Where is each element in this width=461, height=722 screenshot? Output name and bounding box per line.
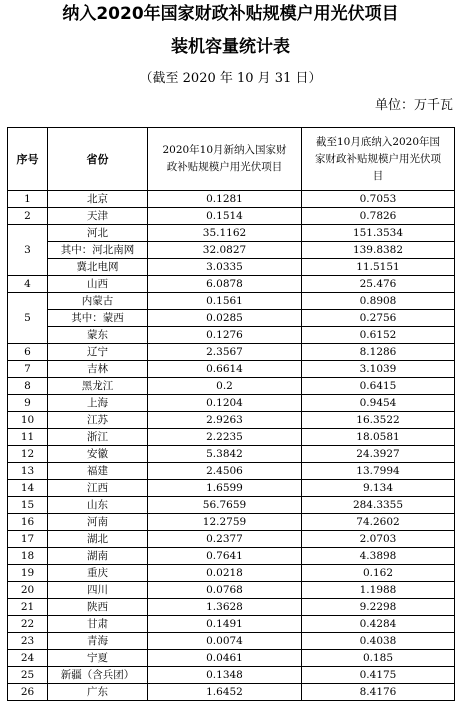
cell-cumulative: 8.4176 [302,684,455,701]
cell-new-oct: 56.7659 [148,497,302,514]
cell-province: 安徽 [48,446,148,463]
cell-province: 冀北电网 [48,259,148,276]
cell-no: 24 [8,650,48,667]
cell-new-oct: 1.6599 [148,480,302,497]
cell-province: 山西 [48,276,148,293]
cell-province: 浙江 [48,429,148,446]
cell-cumulative: 3.1039 [302,361,455,378]
cell-province: 蒙东 [48,327,148,344]
cell-no: 20 [8,582,48,599]
table-row [8,446,455,463]
cell-cumulative: 8.1286 [302,344,455,361]
cell-cumulative: 74.2602 [302,514,455,531]
cell-cumulative: 2.0703 [302,531,455,548]
table-header-row [8,128,455,191]
cell-cumulative: 4.3898 [302,548,455,565]
cell-new-oct: 0.0218 [148,565,302,582]
cell-no: 18 [8,548,48,565]
cell-new-oct: 0.1491 [148,616,302,633]
cell-cumulative: 0.162 [302,565,455,582]
cell-cumulative: 0.6152 [302,327,455,344]
cell-cumulative: 0.7053 [302,191,455,208]
table-row [8,429,455,446]
capacity-table [7,127,455,701]
cell-new-oct: 0.1348 [148,667,302,684]
cell-new-oct: 32.0827 [148,242,302,259]
cell-no: 26 [8,684,48,701]
table-row [8,208,455,225]
cell-province: 其中：河北南网 [48,242,148,259]
cell-new-oct: 0.7641 [148,548,302,565]
cell-new-oct: 1.3628 [148,599,302,616]
cell-no: 3 [8,225,48,276]
table-row [8,633,455,650]
cell-cumulative: 13.7994 [302,463,455,480]
cell-new-oct: 3.0335 [148,259,302,276]
cell-cumulative: 0.6415 [302,378,455,395]
cell-no: 12 [8,446,48,463]
cell-province: 内蒙古 [48,293,148,310]
table-row [8,344,455,361]
cell-cumulative: 0.7826 [302,208,455,225]
cell-no: 10 [8,412,48,429]
cell-new-oct: 0.2 [148,378,302,395]
cell-new-oct: 0.1204 [148,395,302,412]
cell-new-oct: 2.4506 [148,463,302,480]
cell-new-oct: 2.3567 [148,344,302,361]
table-row [8,225,455,242]
cell-no: 1 [8,191,48,208]
cell-province: 福建 [48,463,148,480]
cell-province: 吉林 [48,361,148,378]
cell-new-oct: 0.2377 [148,531,302,548]
cell-province: 黑龙江 [48,378,148,395]
cell-new-oct: 0.1561 [148,293,302,310]
cell-new-oct: 0.1514 [148,208,302,225]
table-row [8,463,455,480]
table-row [8,684,455,701]
table-row [8,191,455,208]
document-title-line2: 装机容量统计表 [171,37,290,57]
header-province: 省份 [48,128,148,191]
table-row [8,514,455,531]
header-new-oct: 2020年10月新纳入国家财政补贴规模户用光伏项目 [148,128,302,191]
cell-new-oct: 12.2759 [148,514,302,531]
cell-no: 11 [8,429,48,446]
cell-cumulative: 24.3927 [302,446,455,463]
cell-cumulative: 0.4038 [302,633,455,650]
table-row [8,412,455,429]
table-row [8,259,455,276]
cell-new-oct: 0.0074 [148,633,302,650]
cell-new-oct: 0.0461 [148,650,302,667]
table-row [8,650,455,667]
cell-no: 7 [8,361,48,378]
header-cumulative: 截至10月底纳入2020年国家财政补贴规模户用光伏项目 [302,128,455,191]
cell-new-oct: 35.1162 [148,225,302,242]
cell-no: 21 [8,599,48,616]
unit-label: 单位：万千瓦 [374,98,453,113]
cell-no: 22 [8,616,48,633]
cell-province: 河南 [48,514,148,531]
cell-new-oct: 6.0878 [148,276,302,293]
cell-new-oct: 0.6614 [148,361,302,378]
cell-province: 广东 [48,684,148,701]
cell-cumulative: 1.1988 [302,582,455,599]
cell-province: 湖北 [48,531,148,548]
cell-no: 13 [8,463,48,480]
cell-no: 16 [8,514,48,531]
cell-province: 其中：蒙西 [48,310,148,327]
cell-new-oct: 0.1276 [148,327,302,344]
table-row [8,361,455,378]
cell-no: 4 [8,276,48,293]
table-row [8,378,455,395]
cell-new-oct: 2.2235 [148,429,302,446]
document-title: 纳入2020年国家财政补贴规模户用光伏项目 [62,4,399,24]
cell-no: 8 [8,378,48,395]
table-row [8,242,455,259]
cell-province: 北京 [48,191,148,208]
cell-no: 15 [8,497,48,514]
cell-no: 23 [8,633,48,650]
cell-no: 5 [8,293,48,344]
cell-new-oct: 1.6452 [148,684,302,701]
header-no: 序号 [8,128,48,191]
cell-province: 陕西 [48,599,148,616]
cell-province: 四川 [48,582,148,599]
cell-province: 辽宁 [48,344,148,361]
cell-cumulative: 284.3355 [302,497,455,514]
cell-no: 14 [8,480,48,497]
cell-cumulative: 0.8908 [302,293,455,310]
table-row [8,531,455,548]
cell-cumulative: 151.3534 [302,225,455,242]
cell-cumulative: 139.8382 [302,242,455,259]
table-row [8,667,455,684]
table-row [8,310,455,327]
cell-province: 天津 [48,208,148,225]
table-row [8,480,455,497]
cell-new-oct: 0.0768 [148,582,302,599]
cell-cumulative: 0.4284 [302,616,455,633]
cell-cumulative: 18.0581 [302,429,455,446]
table-row [8,616,455,633]
table-row [8,395,455,412]
cell-province: 山东 [48,497,148,514]
cell-province: 上海 [48,395,148,412]
table-row [8,548,455,565]
cell-province: 新疆（含兵团） [48,667,148,684]
cell-province: 江西 [48,480,148,497]
cell-cumulative: 0.4175 [302,667,455,684]
cell-province: 江苏 [48,412,148,429]
cell-cumulative: 25.476 [302,276,455,293]
table-row [8,497,455,514]
cell-new-oct: 5.3842 [148,446,302,463]
cell-province: 重庆 [48,565,148,582]
cell-cumulative: 0.2756 [302,310,455,327]
cell-province: 青海 [48,633,148,650]
cell-province: 甘肃 [48,616,148,633]
table-row [8,276,455,293]
cell-province: 湖南 [48,548,148,565]
date-note: （截至 2020 年 10 月 31 日） [139,71,322,86]
cell-cumulative: 0.9454 [302,395,455,412]
cell-no: 2 [8,208,48,225]
cell-cumulative: 9.2298 [302,599,455,616]
cell-cumulative: 9.134 [302,480,455,497]
cell-cumulative: 16.3522 [302,412,455,429]
cell-no: 6 [8,344,48,361]
cell-province: 河北 [48,225,148,242]
table-row [8,565,455,582]
cell-cumulative: 0.185 [302,650,455,667]
table-row [8,327,455,344]
cell-new-oct: 2.9263 [148,412,302,429]
cell-cumulative: 11.5151 [302,259,455,276]
cell-no: 19 [8,565,48,582]
cell-province: 宁夏 [48,650,148,667]
table-row [8,599,455,616]
cell-no: 9 [8,395,48,412]
cell-new-oct: 0.1281 [148,191,302,208]
table-row [8,582,455,599]
cell-no: 17 [8,531,48,548]
cell-no: 25 [8,667,48,684]
cell-new-oct: 0.0285 [148,310,302,327]
table-row [8,293,455,310]
